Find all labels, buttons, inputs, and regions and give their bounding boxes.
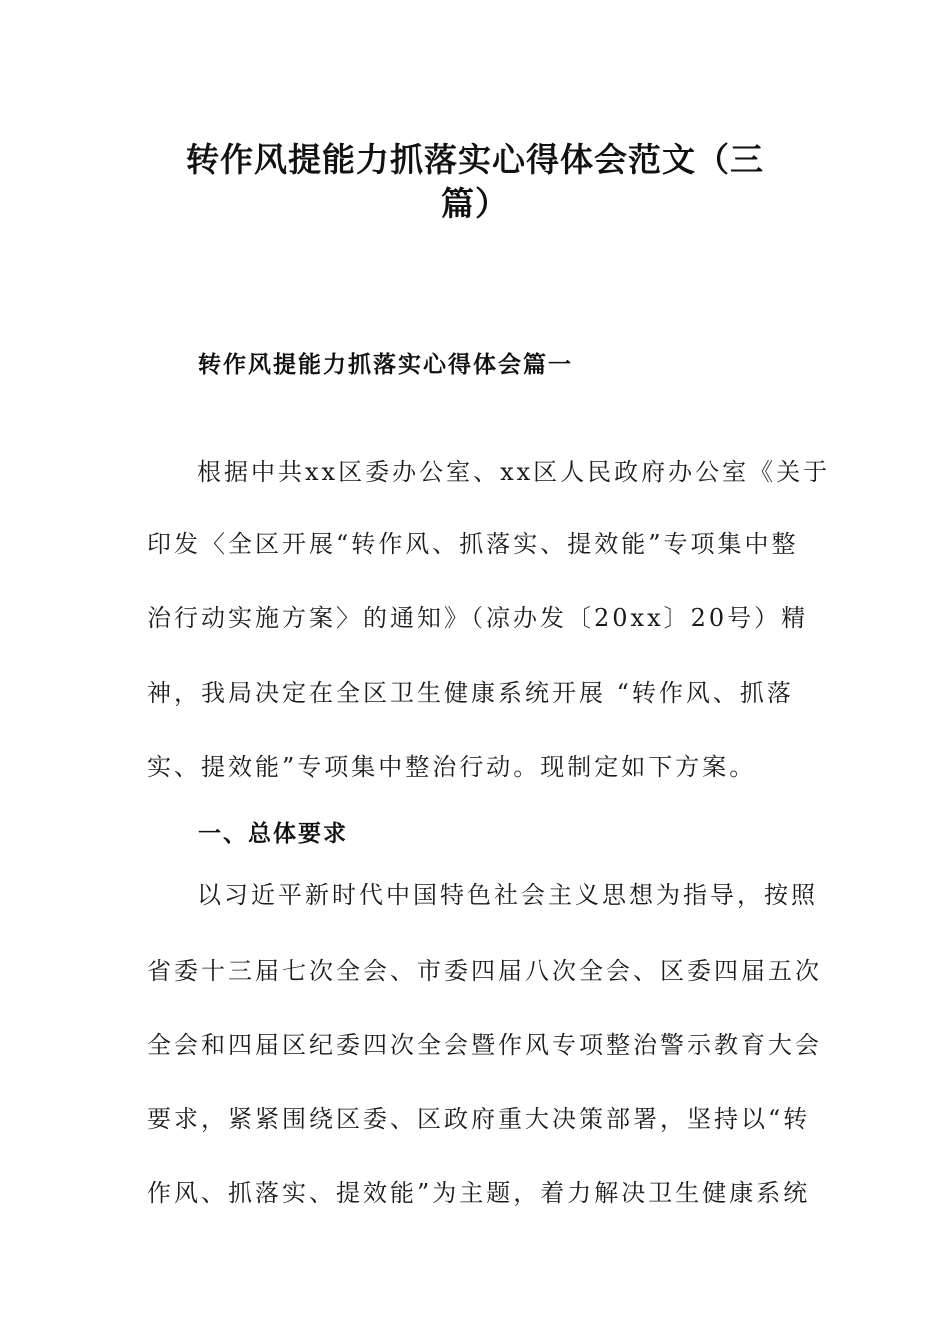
paragraph-2-line-2: 省委十三届七次全会、市委四届八次全会、区委四届五次 bbox=[147, 957, 822, 985]
document-title-line-1: 转作风提能力抓落实心得体会范文（三 bbox=[186, 140, 764, 179]
paragraph-1-line-2: 印发〈全区开展“转作风、抓落实、提效能”专项集中整 bbox=[147, 530, 799, 558]
subheading-general-requirements: 一、总体要求 bbox=[198, 821, 348, 847]
document-title-line-2: 篇） bbox=[441, 184, 509, 223]
paragraph-2-line-3: 全会和四届区纪委四次全会暨作风专项整治警示教育大会 bbox=[147, 1031, 822, 1059]
section-heading: 转作风提能力抓落实心得体会篇一 bbox=[198, 352, 573, 378]
paragraph-2-line-4: 要求，紧紧围绕区委、区政府重大决策部署，坚持以“转 bbox=[147, 1105, 811, 1133]
paragraph-1-line-4: 神，我局决定在全区卫生健康系统开展 “转作风、抓落 bbox=[147, 679, 794, 707]
paragraph-2-line-5: 作风、抓落实、提效能”为主题，着力解决卫生健康系统 bbox=[147, 1179, 811, 1207]
paragraph-1-line-3: 治行动实施方案〉的通知》（凉办发〔20xx〕20号）精 bbox=[147, 604, 809, 632]
paragraph-2-line-1: 以习近平新时代中国特色社会主义思想为指导，按照 bbox=[197, 881, 818, 909]
paragraph-1-line-5: 实、提效能”专项集中整治行动。现制定如下方案。 bbox=[147, 753, 757, 781]
paragraph-1-line-1: 根据中共xx区委办公室、xx区人民政府办公室《关于 bbox=[197, 458, 831, 486]
